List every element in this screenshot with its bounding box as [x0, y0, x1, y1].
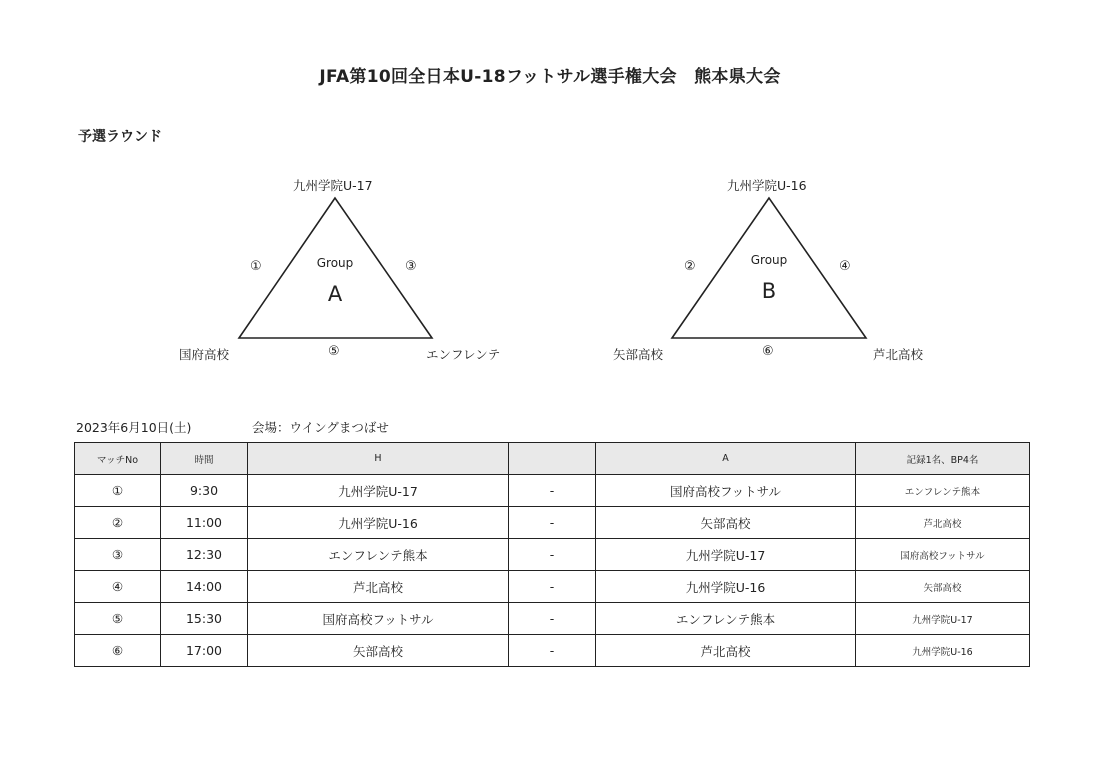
cell-away: 芦北高校: [596, 635, 856, 667]
cell-separator: -: [509, 603, 596, 635]
cell-match-no: ③: [75, 539, 161, 571]
header-separator: [509, 443, 596, 475]
group-b-triangle: [609, 172, 909, 372]
group-b-letter: B: [761, 279, 777, 303]
table-row: [75, 475, 1030, 507]
schedule-table: [74, 442, 1030, 667]
cell-home: 芦北高校: [248, 571, 509, 603]
cell-time: 11:00: [161, 507, 248, 539]
cell-officials: 九州学院U-16: [856, 635, 1030, 667]
cell-officials: エンフレンテ熊本: [856, 475, 1030, 507]
group-b-edge-right-match: ④: [839, 259, 851, 274]
cell-separator: -: [509, 507, 596, 539]
venue: 会場：ウイングまつばせ: [252, 420, 389, 435]
group-a-triangle: [175, 172, 475, 372]
group-b-label: Group: [750, 253, 788, 267]
cell-time: 17:00: [161, 635, 248, 667]
table-row: [75, 571, 1030, 603]
cell-time: 9:30: [161, 475, 248, 507]
group-a-letter: A: [327, 282, 343, 306]
cell-separator: -: [509, 571, 596, 603]
group-b-edge-bottom-match: ⑥: [762, 344, 774, 359]
header-home: H: [248, 443, 509, 475]
group-b-edge-left-match: ②: [684, 259, 696, 274]
cell-officials: 芦北高校: [856, 507, 1030, 539]
header-officials: 記録1名、BP4名: [856, 443, 1030, 475]
header-away: A: [596, 443, 856, 475]
section-title: 予選ラウンド: [78, 129, 162, 145]
cell-away: 矢部高校: [596, 507, 856, 539]
group-a-diagram: [175, 172, 501, 372]
cell-home: 九州学院U-16: [248, 507, 509, 539]
cell-home: エンフレンテ熊本: [248, 539, 509, 571]
group-a-right-team: エンフレンテ: [426, 347, 501, 362]
page-title: JFA第10回全日本U-18フットサル選手権大会 熊本県大会: [319, 67, 781, 87]
cell-time: 14:00: [161, 571, 248, 603]
cell-officials: 九州学院U-17: [856, 603, 1030, 635]
cell-match-no: ②: [75, 507, 161, 539]
group-b-diagram: [609, 172, 924, 372]
cell-home: 九州学院U-17: [248, 475, 509, 507]
header-time: 時間: [161, 443, 248, 475]
cell-match-no: ⑥: [75, 635, 161, 667]
cell-away: 九州学院U-17: [596, 539, 856, 571]
cell-match-no: ①: [75, 475, 161, 507]
table-row: [75, 507, 1030, 539]
cell-time: 12:30: [161, 539, 248, 571]
cell-separator: -: [509, 635, 596, 667]
cell-away: 九州学院U-16: [596, 571, 856, 603]
group-a-edge-left-match: ①: [250, 259, 262, 274]
cell-officials: 矢部高校: [856, 571, 1030, 603]
group-a-edge-bottom-match: ⑤: [328, 344, 340, 359]
group-a-label: Group: [316, 256, 354, 270]
table-header-row: [75, 443, 1030, 475]
group-a-left-team: 国府高校: [179, 347, 230, 362]
cell-officials: 国府高校フットサル: [856, 539, 1030, 571]
cell-away: 国府高校フットサル: [596, 475, 856, 507]
cell-match-no: ④: [75, 571, 161, 603]
group-b-top-team: 九州学院U-16: [727, 178, 807, 193]
cell-separator: -: [509, 539, 596, 571]
group-b-right-team: 芦北高校: [873, 347, 924, 362]
group-b-left-team: 矢部高校: [613, 347, 664, 362]
table-row: [75, 603, 1030, 635]
cell-home: 国府高校フットサル: [248, 603, 509, 635]
table-row: [75, 635, 1030, 667]
cell-away: エンフレンテ熊本: [596, 603, 856, 635]
cell-separator: -: [509, 475, 596, 507]
match-date: 2023年6月10日(土): [76, 420, 192, 435]
cell-home: 矢部高校: [248, 635, 509, 667]
cell-time: 15:30: [161, 603, 248, 635]
group-a-top-team: 九州学院U-17: [293, 178, 373, 193]
header-match-no: マッチNo: [75, 443, 161, 475]
cell-match-no: ⑤: [75, 603, 161, 635]
table-row: [75, 539, 1030, 571]
group-a-edge-right-match: ③: [405, 259, 417, 274]
